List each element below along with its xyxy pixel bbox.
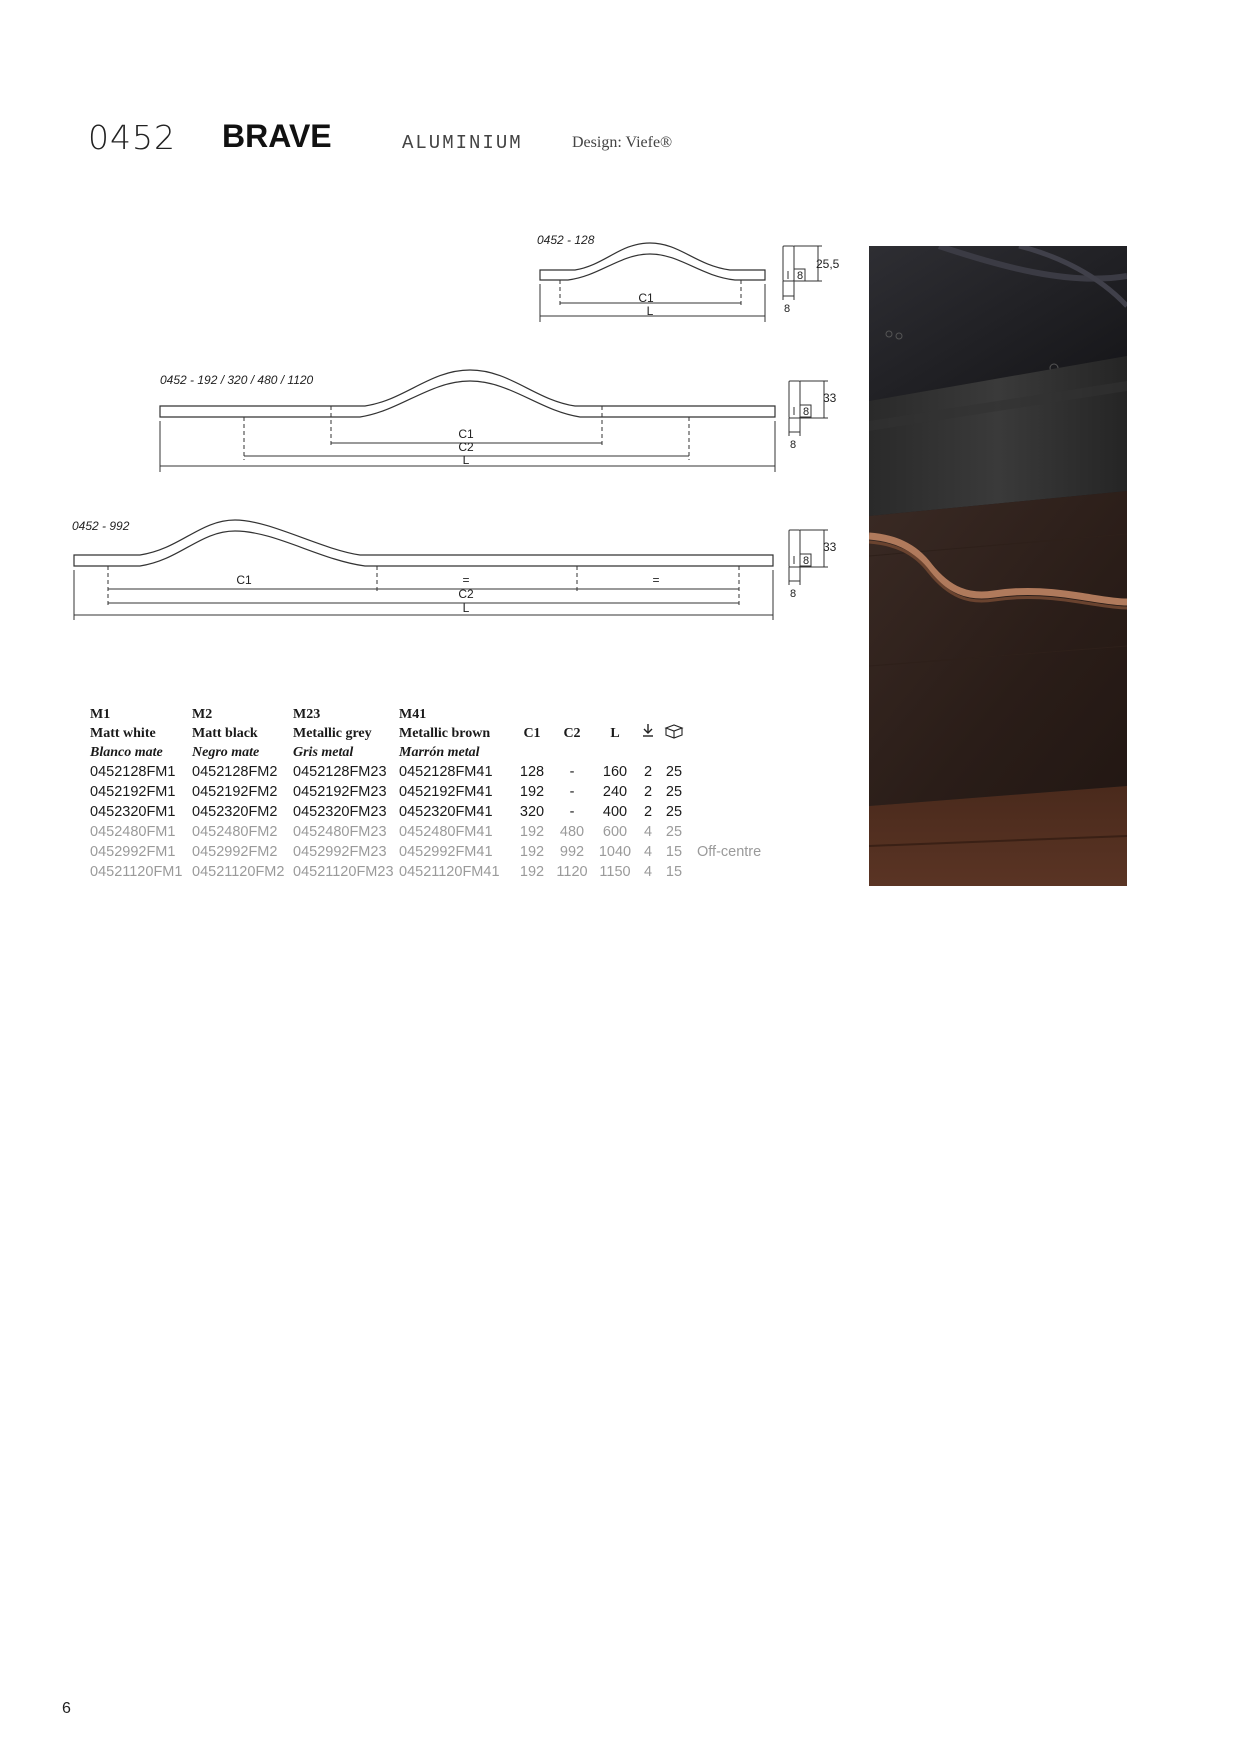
drawing-992-eq1: = (462, 573, 470, 587)
header-m41: M41 Metallic brown Marrón metal (399, 707, 491, 760)
product-material: ALUMINIUM (402, 132, 523, 154)
download-arrow-icon (637, 705, 659, 762)
table-row: 04521120FM1 04521120FM2 04521120FM23 04521120FM41 192 1120 1150 4 15 (90, 864, 683, 880)
drawing-192-inner: 8 (803, 406, 810, 418)
table-row: 0452192FM1 0452192FM2 0452192FM23 0452192FM41 192 - 240 2 25 (90, 784, 683, 800)
header-m2: M2 Matt black Negro mate (192, 707, 260, 760)
drawing-992-bottom: 8 (790, 588, 797, 600)
drawing-992-eq2: = (652, 573, 660, 587)
table-row: 0452992FM1 0452992FM2 0452992FM23 0452992FM41 192 992 1040 4 15 Off-centre (90, 844, 762, 860)
table-row: 0452128FM1 0452128FM2 0452128FM23 0452128FM41 128 - 160 2 25 (90, 764, 683, 780)
drawing-192-height: 33 (823, 391, 837, 405)
drawing-992-title: 0452 - 992 (72, 519, 130, 533)
table-row: 0452320FM1 0452320FM2 0452320FM23 0452320FM41 320 - 400 2 25 (90, 804, 683, 820)
drawing-192-l: L (462, 453, 470, 467)
drawing-992 (74, 520, 828, 620)
product-code: 0452 (88, 118, 176, 157)
table-row: 0452480FM1 0452480FM2 0452480FM23 0452480FM41 192 480 600 4 25 (90, 824, 683, 840)
drawing-128-height: 25,5 (816, 257, 840, 271)
box-icon (659, 705, 689, 762)
header-l: L (610, 726, 620, 741)
drawing-992-c1: C1 (236, 573, 252, 587)
header-c2: C2 (563, 726, 581, 741)
product-name: BRAVE (222, 118, 332, 154)
header-m23: M23 Metallic grey Gris metal (293, 707, 372, 760)
drawing-992-height: 33 (823, 540, 837, 554)
drawing-128 (540, 243, 822, 322)
drawing-192-bottom: 8 (790, 439, 797, 451)
product-design-credit: Design: Viefe® (572, 134, 673, 151)
drawing-128-l: L (646, 304, 654, 318)
drawing-192-c2: C2 (458, 440, 474, 454)
drawing-192-c1: C1 (458, 427, 474, 441)
drawing-128-bottom: 8 (784, 303, 791, 315)
product-codes-table (90, 705, 761, 882)
product-photo (869, 246, 1127, 886)
drawing-128-c1: C1 (638, 291, 654, 305)
page-number: 6 (62, 1700, 71, 1717)
drawing-192-title: 0452 - 192 / 320 / 480 / 1120 (160, 373, 314, 387)
header-m1: M1 Matt white Blanco mate (90, 707, 163, 760)
drawing-128-inner: 8 (797, 270, 804, 282)
drawing-992-l: L (462, 601, 470, 615)
header-c1: C1 (523, 726, 541, 741)
drawing-992-inner: 8 (803, 555, 810, 567)
drawing-992-c2: C2 (458, 587, 474, 601)
drawing-128-title: 0452 - 128 (537, 233, 595, 247)
